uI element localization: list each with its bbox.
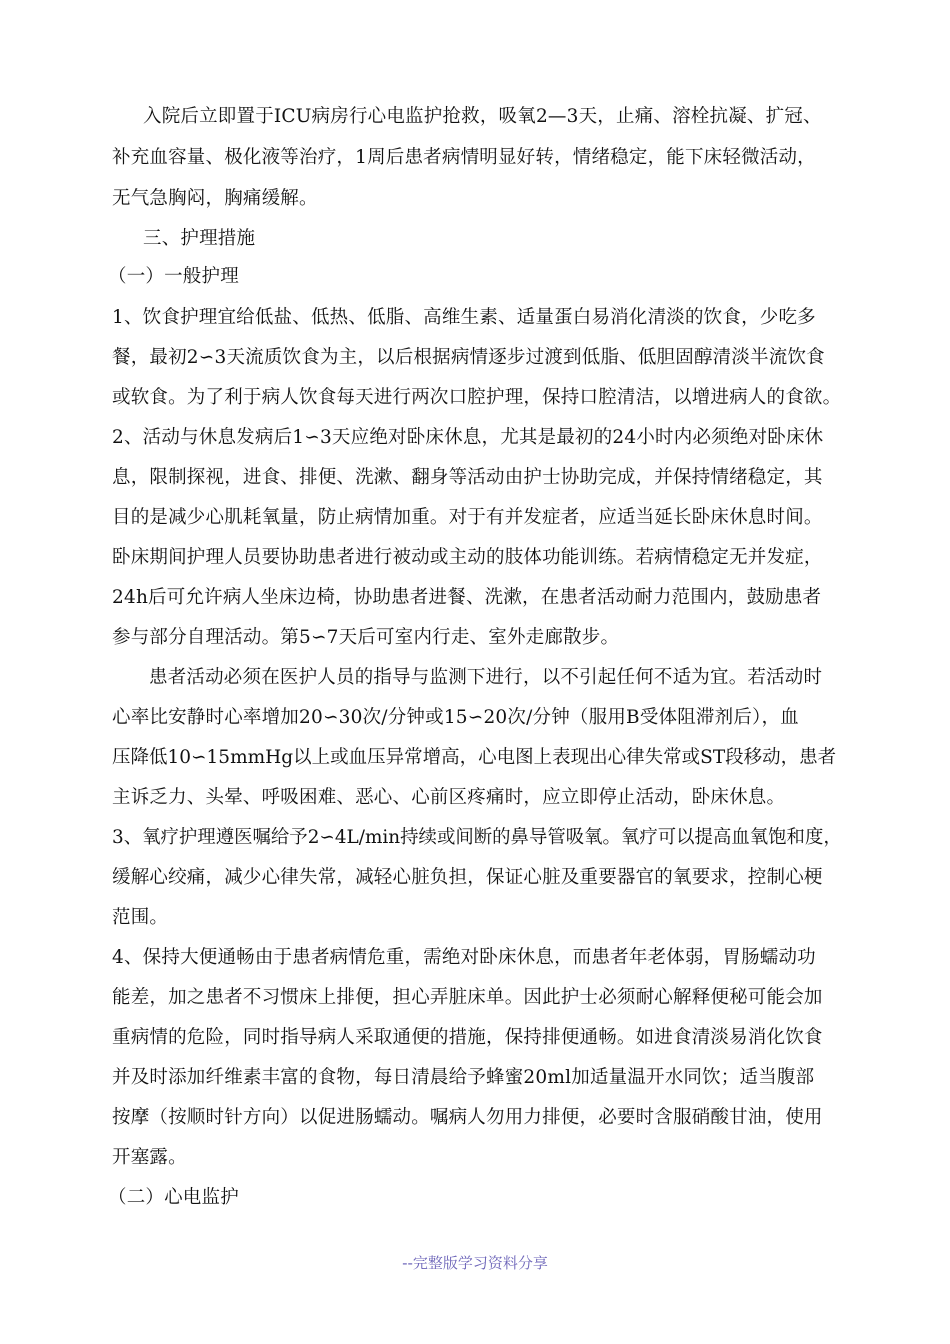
- text-line: 重病情的危险，同时指导病人采取通便的措施，保持排便通畅。如进食清淡易消化饮食: [112, 1027, 823, 1048]
- text-line: 开塞露。: [112, 1147, 187, 1168]
- text-line: 压降低10∽15mmHg以上或血压异常增高，心电图上表现出心律失常或ST段移动，患者: [112, 747, 837, 768]
- text-line: 3、氧疗护理遵医嘱给予2∽4L/min持续或间断的鼻导管吸氧。氧疗可以提高血氧饱和度，: [112, 827, 842, 848]
- text-line: 心率比安静时心率增加20∽30次/分钟或15∽20次/分钟（服用Β受体阻滞剂后），血: [112, 707, 799, 728]
- subsection-heading: （二）心电监护: [108, 1187, 239, 1208]
- text-line: 能差，加之患者不习惯床上排便，担心弄脏床单。因此护士必须耐心解释便秘可能会加: [112, 987, 823, 1008]
- text-line: 补充血容量、极化液等治疗，1周后患者病情明显好转，情绪稳定，能下床轻微活动，: [112, 147, 816, 168]
- text-line: 范围。: [112, 907, 169, 928]
- text-line: 目的是减少心肌耗氧量，防止病情加重。对于有并发症者，应适当延长卧床休息时间。: [112, 507, 823, 528]
- text-line: 或软食。为了利于病人饮食每天进行两次口腔护理，保持口腔清洁，以增进病人的食欲。: [112, 387, 842, 408]
- text-line: 缓解心绞痛，减少心律失常，减轻心脏负担，保证心脏及重要器官的氧要求，控制心梗: [112, 867, 823, 888]
- text-line: 4、保持大便通畅由于患者病情危重，需绝对卧床休息，而患者年老体弱，胃肠蠕动功: [112, 947, 816, 968]
- text-line: 入院后立即置于ICU病房行心电监护抢救，吸氧2—3天，止痛、溶栓抗凝、扩冠、: [143, 106, 822, 127]
- text-line: 卧床期间护理人员要协助患者进行被动或主动的肢体功能训练。若病情稳定无并发症，: [112, 547, 823, 568]
- text-line: 1、饮食护理宜给低盐、低热、低脂、高维生素、适量蛋白易消化清淡的饮食，少吃多: [112, 307, 816, 328]
- text-line: 参与部分自理活动。第5∽7天后可室内行走、室外走廊散步。: [112, 627, 620, 648]
- text-line: 餐，最初2∽3天流质饮食为主，以后根据病情逐步过渡到低脂、低胆固醇清淡半流饮食: [112, 347, 825, 368]
- text-line: 并及时添加纤维素丰富的食物，每日清晨给予蜂蜜20ml加适量温开水同饮；适当腹部: [112, 1067, 815, 1088]
- text-line: 主诉乏力、头晕、呼吸困难、恶心、心前区疼痛时，应立即停止活动，卧床休息。: [112, 787, 786, 808]
- text-line: 患者活动必须在医护人员的指导与监测下进行，以不引起任何不适为宜。若活动时: [149, 667, 823, 688]
- text-line: 无气急胸闷，胸痛缓解。: [112, 188, 318, 209]
- section-heading: 三、护理措施: [143, 228, 256, 249]
- text-line: 24h后可允许病人坐床边椅，协助患者进餐、洗漱，在患者活动耐力范围内，鼓励患者: [112, 587, 822, 608]
- text-line: 按摩（按顺时针方向）以促进肠蠕动。嘱病人勿用力排便，必要时含服硝酸甘油，使用: [112, 1107, 823, 1128]
- page-footer: --完整版学习资料分享: [402, 1254, 548, 1272]
- text-line: 2、活动与休息发病后1∽3天应绝对卧床休息，尤其是最初的24小时内必须绝对卧床休: [112, 427, 824, 448]
- subsection-heading: （一）一般护理: [108, 266, 239, 287]
- text-line: 息，限制探视，进食、排便、洗漱、翻身等活动由护士协助完成，并保持情绪稳定，其: [112, 467, 823, 488]
